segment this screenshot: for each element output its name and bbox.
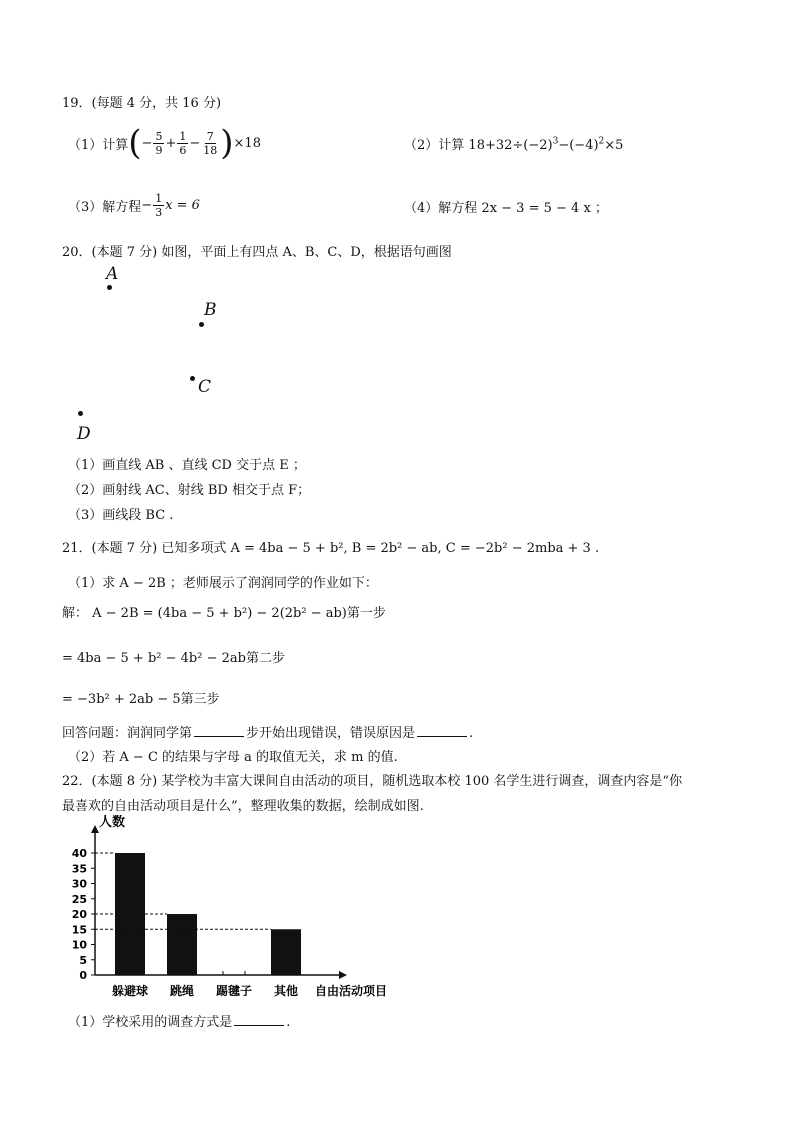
point-a-label: A [106, 264, 119, 284]
q21-part2: （2）若 A − C 的结果与字母 a 的取值无关，求 m 的值. [68, 750, 398, 765]
x-category-label: 躲避球 [111, 984, 149, 998]
point-c-dot [190, 376, 195, 381]
right-paren: ) [220, 123, 234, 163]
x-category-label: 跳绳 [169, 984, 195, 998]
q21-step3: = −3b² + 2ab − 5第三步 [62, 692, 220, 707]
y-tick-label: 0 [79, 969, 87, 982]
y-tick-label: 20 [71, 908, 87, 921]
y-tick-label: 25 [71, 892, 87, 906]
x-axis-label: 自由活动项目 [315, 984, 388, 998]
y-tick-label: 10 [71, 938, 87, 952]
q19-part4: （4）解方程 2x − 3 = 5 − 4 x ； [404, 201, 608, 216]
y-tick-label: 35 [71, 862, 87, 876]
point-d-dot [78, 411, 83, 416]
point-b-dot [199, 322, 204, 327]
q21-step1: 解： A − 2B = (4ba − 5 + b²) − 2(2b² − ab)第一步 [62, 606, 386, 621]
q21-step2: = 4ba − 5 + b² − 4b² − 2ab第二步 [62, 651, 285, 666]
q20-item-3: （3）画线段 BC . [68, 508, 174, 523]
q21-answer-line: 回答问题：润润同学第 步开始出现错误，错误原因是 . [62, 726, 474, 741]
x-axis-arrow [339, 971, 347, 979]
q19-part3: （3）解方程 − $\frac{1}{3}$ x = 6 [68, 191, 200, 219]
q20-item-2: （2）画射线 AC、射线 BD 相交于点 F； [68, 483, 311, 498]
blank-error-reason[interactable] [417, 736, 467, 737]
y-tick-label: 5 [79, 953, 87, 967]
blank-survey-method[interactable] [234, 1025, 284, 1026]
fraction-5-9: $\frac{5}{9}$ [155, 129, 163, 157]
point-b-label: B [204, 300, 217, 320]
x-category-label: 踢毽子 [215, 984, 253, 998]
q22-part1: （1）学校采用的调查方式是 . [68, 1015, 291, 1030]
q19-header: 19．(每题 4 分，共 16 分) [62, 96, 222, 111]
y-tick-label: 15 [71, 923, 87, 937]
activity-bar-chart [60, 815, 410, 1000]
q21-header: 21．(本题 7 分) 已知多项式 A = 4ba − 5 + b², B = 2b² − ab, C = −2b² − 2mba + 3 . [62, 541, 600, 556]
point-d-label: D [77, 424, 91, 444]
q21-part1: （1）求 A − 2B ；老师展示了润润同学的作业如下： [68, 576, 378, 591]
y-tick-label: 30 [71, 877, 87, 891]
y-axis-label: 人数 [99, 815, 126, 830]
bar-3 [271, 929, 301, 975]
left-paren: ( [128, 123, 142, 163]
y-tick-label: 40 [71, 847, 87, 860]
q19-part1: （1）计算 ( − $\frac{5}{9}$ + $\frac{1}{6}$ − $\frac{7}{18}$ ) ×18 [68, 123, 261, 163]
fraction-1-3: $\frac{1}{3}$ [155, 191, 163, 219]
q20-header: 20．(本题 7 分) 如图，平面上有四点 A、B、C、D，根据语句画图 [62, 245, 452, 260]
blank-step-number[interactable] [194, 736, 244, 737]
y-axis-arrow [91, 825, 99, 833]
point-c-label: C [198, 377, 212, 397]
fraction-1-6: $\frac{1}{6}$ [179, 129, 187, 157]
q22-line2: 最喜欢的自由活动项目是什么”，整理收集的数据，绘制成如图. [62, 799, 424, 814]
q22-line1: 22．(本题 8 分) 某学校为丰富大课间自由活动的项目，随机选取本校 100 名学生进行调查，调查内容是“你 [62, 774, 683, 789]
q19-p1-neg: − [141, 135, 153, 151]
fraction-7-18: $\frac{7}{18}$ [203, 129, 218, 157]
point-a-dot [107, 285, 112, 290]
bar-1 [167, 914, 197, 975]
q19-part2: （2）计算 $18+32\div(-2)^3-(-4)^2\times 5$ [404, 136, 624, 153]
q20-item-1: （1）画直线 AB 、直线 CD 交于点 E ； [68, 458, 306, 473]
q19-p1-label: （1）计算 [68, 137, 129, 153]
x-category-label: 其他 [273, 984, 299, 998]
